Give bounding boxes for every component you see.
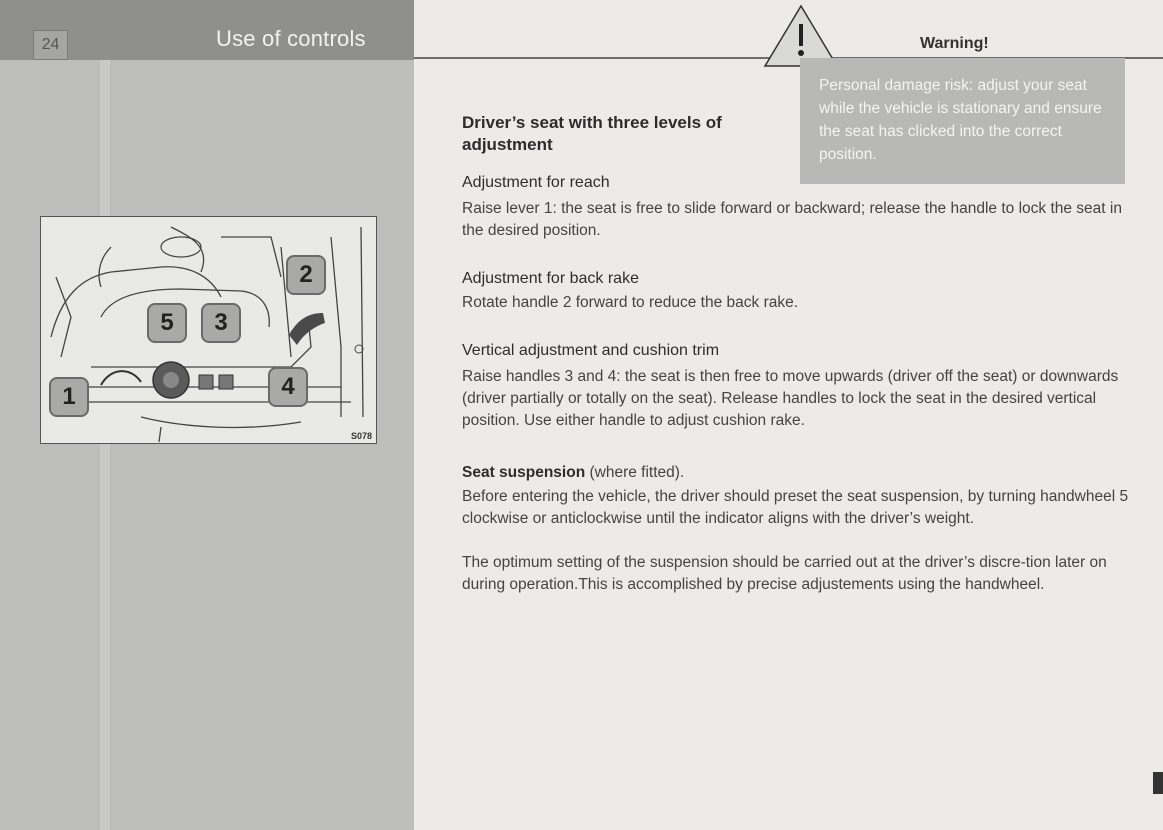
suspension-heading — [462, 462, 1132, 484]
suspension-text-2: The optimum setting of the suspension should be carried out at the driver’s discre-tion later on during operation.This is accomplished by precise adjustements using the handwheel. — [462, 554, 1107, 593]
page-number: 24 — [33, 30, 68, 60]
suspension-text-1: Before entering the vehicle, the driver should preset the seat suspension, by turning handwheel 5 clockwise or anticlockwise until the indicator aligns with the driver’s weight. — [462, 488, 1129, 527]
section-title: Use of controls — [216, 26, 366, 51]
section-heading: Driver’s seat with three levels of adjustment — [462, 113, 722, 154]
badge-3: 3 — [201, 303, 241, 343]
warning-title: Warning! — [920, 35, 989, 52]
seat-diagram — [40, 216, 377, 444]
badge-1: 1 — [49, 377, 89, 417]
vertical-text: Raise handles 3 and 4: the seat is then free to move upwards (driver off the seat) or downwards (driver partially or totally on the seat). Release handles to lock the seat in the desired vertical position. Use either handle to adjust cushion rake. — [462, 368, 1119, 429]
page-edge-tab — [1153, 772, 1163, 794]
warning-text: Personal damage risk: adjust your seat while the vehicle is stationary and ensure the seat has clicked into the correct position. — [819, 77, 1102, 163]
badge-4: 4 — [268, 367, 308, 407]
reach-title: Adjustment for reach — [462, 174, 610, 191]
badge-5: 5 — [147, 303, 187, 343]
back-rake-text: Rotate handle 2 forward to reduce the back rake. — [462, 294, 799, 311]
suspension-title: Seat suspension — [462, 464, 586, 481]
suspension-qualifier: (where fitted). — [589, 464, 685, 481]
back-rake-title: Adjustment for back rake — [462, 270, 639, 287]
vertical-title: Vertical adjustment and cushion trim — [462, 342, 720, 359]
reach-text: Raise lever 1: the seat is free to slide forward or backward; release the handle to lock the seat in the desired position. — [462, 200, 1122, 239]
diagram-code: S078 — [350, 431, 372, 441]
badge-2: 2 — [286, 255, 326, 295]
left-margin-stripe — [100, 60, 110, 830]
